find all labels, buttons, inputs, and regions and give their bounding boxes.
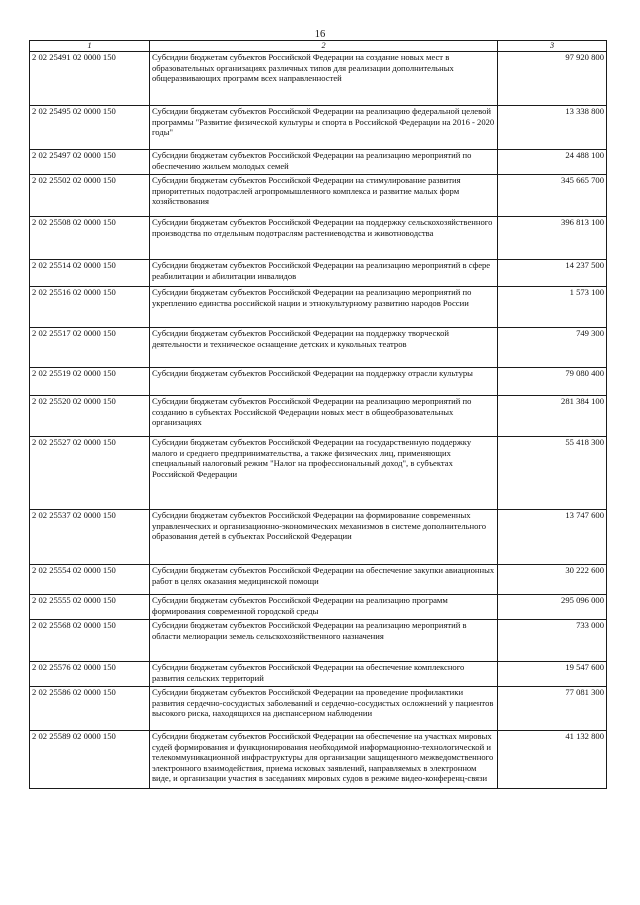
description-cell: Субсидии бюджетам субъектов Российской Федерации на реализацию мероприятий по обеспечению жильем молодых семей bbox=[150, 150, 498, 175]
budget-code-cell: 2 02 25491 02 0000 150 bbox=[30, 52, 150, 106]
table-row bbox=[30, 217, 607, 260]
amount-cell: 79 080 400 bbox=[498, 368, 607, 396]
amount-cell: 1 573 100 bbox=[498, 287, 607, 328]
amount-cell: 41 132 800 bbox=[498, 731, 607, 789]
budget-code-cell: 2 02 25516 02 0000 150 bbox=[30, 287, 150, 328]
budget-code-cell: 2 02 25520 02 0000 150 bbox=[30, 396, 150, 437]
amount-cell: 281 384 100 bbox=[498, 396, 607, 437]
table-row bbox=[30, 150, 607, 175]
budget-code-cell: 2 02 25568 02 0000 150 bbox=[30, 620, 150, 662]
table-row bbox=[30, 510, 607, 565]
table-row bbox=[30, 565, 607, 595]
description-cell: Субсидии бюджетам субъектов Российской Федерации на обеспечение закупки авиационных работ в целях оказания медицинской помощи bbox=[150, 565, 498, 595]
description-cell: Субсидии бюджетам субъектов Российской Федерации на обеспечение комплексного развития сельских территорий bbox=[150, 662, 498, 687]
table-row bbox=[30, 328, 607, 368]
amount-cell: 396 813 100 bbox=[498, 217, 607, 260]
budget-code-cell: 2 02 25576 02 0000 150 bbox=[30, 662, 150, 687]
amount-cell: 13 747 600 bbox=[498, 510, 607, 565]
table-row bbox=[30, 595, 607, 620]
description-cell: Субсидии бюджетам субъектов Российской Федерации на создание новых мест в образовательных организациях различных типов для реализации дополнительных общеразвивающих программ всех направленностей bbox=[150, 52, 498, 106]
budget-code-cell: 2 02 25537 02 0000 150 bbox=[30, 510, 150, 565]
budget-code-cell: 2 02 25589 02 0000 150 bbox=[30, 731, 150, 789]
description-cell: Субсидии бюджетам субъектов Российской Федерации на формирование современных управленческих и организационно-экономических механизмов в системе дополнительного образования детей в субъектах Российской Федерации bbox=[150, 510, 498, 565]
table-header-row bbox=[30, 41, 607, 52]
budget-code-cell: 2 02 25586 02 0000 150 bbox=[30, 687, 150, 731]
table-row bbox=[30, 175, 607, 217]
budget-code-cell: 2 02 25508 02 0000 150 bbox=[30, 217, 150, 260]
budget-code-cell: 2 02 25495 02 0000 150 bbox=[30, 106, 150, 150]
amount-cell: 77 081 300 bbox=[498, 687, 607, 731]
table-row bbox=[30, 662, 607, 687]
budget-revenue-table bbox=[29, 40, 607, 789]
table-row bbox=[30, 368, 607, 396]
description-cell: Субсидии бюджетам субъектов Российской Федерации на проведение профилактики развития сердечно-сосудистых заболеваний и сердечно-сосудистых осложнений у пациентов высокого риска, находящихся на диспансерном наблюдении bbox=[150, 687, 498, 731]
column-number-1: 1 bbox=[30, 41, 150, 52]
table-row bbox=[30, 620, 607, 662]
description-cell: Субсидии бюджетам субъектов Российской Федерации на поддержку отрасли культуры bbox=[150, 368, 498, 396]
amount-cell: 749 300 bbox=[498, 328, 607, 368]
amount-cell: 345 665 700 bbox=[498, 175, 607, 217]
table-row bbox=[30, 437, 607, 510]
description-cell: Субсидии бюджетам субъектов Российской Федерации на государственную поддержку малого и среднего предпринимательства, а также физических лиц, применяющих специальный налоговый режим "Налог на профессиональный доход", в субъектах Российской Федерации bbox=[150, 437, 498, 510]
budget-code-cell: 2 02 25497 02 0000 150 bbox=[30, 150, 150, 175]
amount-cell: 14 237 500 bbox=[498, 260, 607, 287]
amount-cell: 24 488 100 bbox=[498, 150, 607, 175]
table-row bbox=[30, 687, 607, 731]
description-cell: Субсидии бюджетам субъектов Российской Федерации на поддержку творческой деятельности и техническое оснащение детских и кукольных театров bbox=[150, 328, 498, 368]
amount-cell: 19 547 600 bbox=[498, 662, 607, 687]
description-cell: Субсидии бюджетам субъектов Российской Федерации на обеспечение на участках мировых судей формирования и функционирования необходимой информационно-технологической и телекоммуникационной инфраструктуры для организации защищенного межведомственного электронного взаимодействия, приема исковых заявлений, направляемых в электронном виде, и организации участия в заседаниях мировых судов в режиме видео-конференц-связи bbox=[150, 731, 498, 789]
description-cell: Субсидии бюджетам субъектов Российской Федерации на реализацию мероприятий по созданию в субъектах Российской Федерации новых мест в общеобразовательных организациях bbox=[150, 396, 498, 437]
column-number-2: 2 bbox=[150, 41, 498, 52]
amount-cell: 295 096 000 bbox=[498, 595, 607, 620]
description-cell: Субсидии бюджетам субъектов Российской Федерации на реализацию мероприятий в области мелиорации земель сельскохозяйственного назначения bbox=[150, 620, 498, 662]
description-cell: Субсидии бюджетам субъектов Российской Федерации на поддержку сельскохозяйственного производства по отдельным подотраслям растениеводства и животноводства bbox=[150, 217, 498, 260]
budget-code-cell: 2 02 25514 02 0000 150 bbox=[30, 260, 150, 287]
description-cell: Субсидии бюджетам субъектов Российской Федерации на стимулирование развития приоритетных подотраслей агропромышленного комплекса и развитие малых форм хозяйствования bbox=[150, 175, 498, 217]
page-number: 16 bbox=[314, 29, 326, 40]
table-row bbox=[30, 731, 607, 789]
budget-code-cell: 2 02 25554 02 0000 150 bbox=[30, 565, 150, 595]
table-row bbox=[30, 260, 607, 287]
amount-cell: 55 418 300 bbox=[498, 437, 607, 510]
budget-code-cell: 2 02 25502 02 0000 150 bbox=[30, 175, 150, 217]
amount-cell: 13 338 800 bbox=[498, 106, 607, 150]
table-row bbox=[30, 52, 607, 106]
table-row bbox=[30, 287, 607, 328]
budget-code-cell: 2 02 25527 02 0000 150 bbox=[30, 437, 150, 510]
budget-code-cell: 2 02 25519 02 0000 150 bbox=[30, 368, 150, 396]
table-row bbox=[30, 396, 607, 437]
budget-code-cell: 2 02 25555 02 0000 150 bbox=[30, 595, 150, 620]
column-number-3: 3 bbox=[498, 41, 607, 52]
description-cell: Субсидии бюджетам субъектов Российской Федерации на реализацию федеральной целевой программы "Развитие физической культуры и спорта в Российской Федерации на 2016 - 2020 годы" bbox=[150, 106, 498, 150]
amount-cell: 97 920 800 bbox=[498, 52, 607, 106]
amount-cell: 733 000 bbox=[498, 620, 607, 662]
table-row bbox=[30, 106, 607, 150]
amount-cell: 30 222 600 bbox=[498, 565, 607, 595]
description-cell: Субсидии бюджетам субъектов Российской Федерации на реализацию мероприятий по укреплению единства российской нации и этнокультурному развитию народов России bbox=[150, 287, 498, 328]
description-cell: Субсидии бюджетам субъектов Российской Федерации на реализацию программ формирования современной городской среды bbox=[150, 595, 498, 620]
budget-code-cell: 2 02 25517 02 0000 150 bbox=[30, 328, 150, 368]
description-cell: Субсидии бюджетам субъектов Российской Федерации на реализацию мероприятий в сфере реабилитации и абилитации инвалидов bbox=[150, 260, 498, 287]
